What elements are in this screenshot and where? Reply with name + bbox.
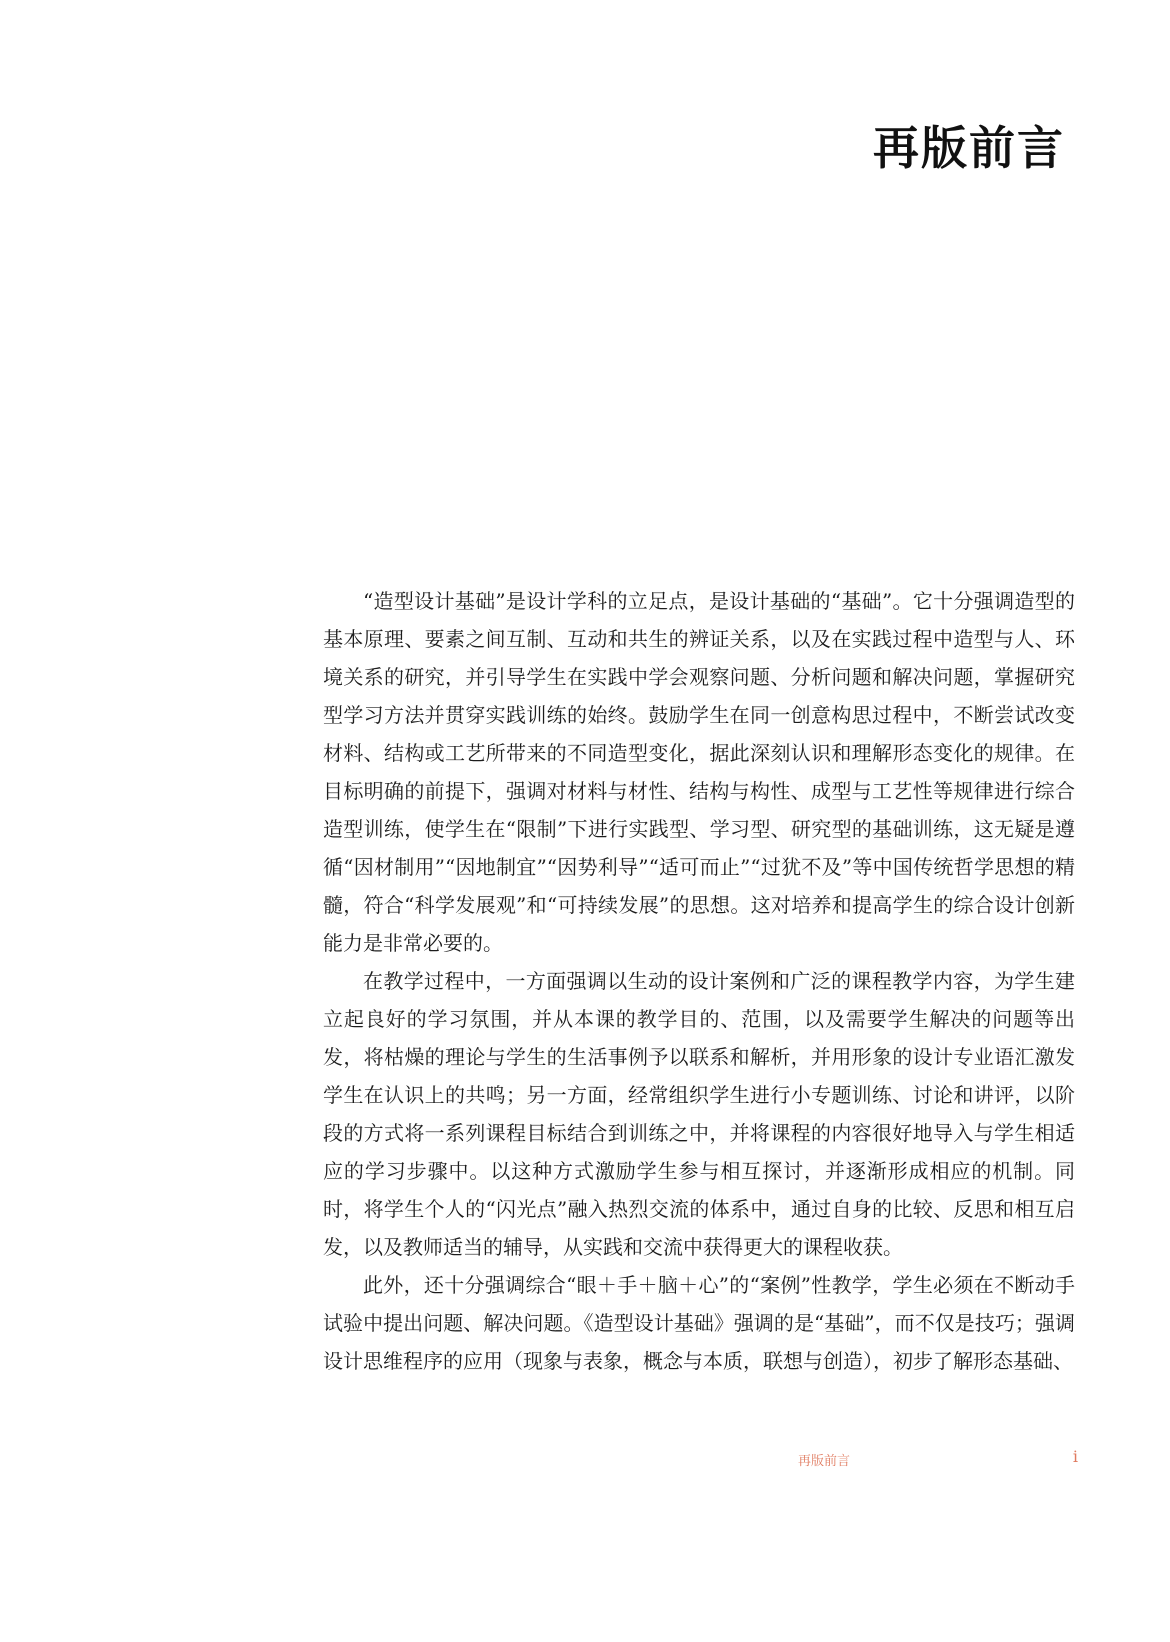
body-text bbox=[323, 582, 1075, 1380]
page-number: i bbox=[1072, 1447, 1078, 1466]
page-title: 再版前言 bbox=[873, 121, 1065, 175]
paragraph-2: 在教学过程中，一方面强调以生动的设计案例和广泛的课程教学内容，为学生建立起良好的学习氛围，并从本课的教学目的、范围，以及需要学生解决的问题等出发，将枯燥的理论与学生的生活事例予以联系和解析，并用形象的设计专业语汇激发学生在认识上的共鸣；另一方面，经常组织学生进行小专题训练、讨论和讲评，以阶段的方式将一系列课程目标结合到训练之中，并将课程的内容很好地导入与学生相适应的学习步骤中。以这种方式激励学生参与相互探讨，并逐渐形成相应的机制。同时，将学生个人的“闪光点”融入热烈交流的体系中，通过自身的比较、反思和相互启发，以及教师适当的辅导，从实践和交流中获得更大的课程收获。 bbox=[323, 969, 1075, 1259]
footer-running-title: 再版前言 bbox=[798, 1454, 851, 1469]
paragraph-3: 此外，还十分强调综合“眼＋手＋脑＋心”的“案例”性教学，学生必须在不断动手试验中提出问题、解决问题。《造型设计基础》强调的是“基础”，而不仅是技巧；强调设计思维程序的应用（现象与表象，概念与本质，联想与创造），初步了解形态基础、 bbox=[323, 1273, 1075, 1373]
paragraph-1: “造型设计基础”是设计学科的立足点，是设计基础的“基础”。它十分强调造型的基本原理、要素之间互制、互动和共生的辨证关系，以及在实践过程中造型与人、环境关系的研究，并引导学生在实践中学会观察问题、分析问题和解决问题，掌握研究型学习方法并贯穿实践训练的始终。鼓励学生在同一创意构思过程中，不断尝试改变材料、结构或工艺所带来的不同造型变化，据此深刻认识和理解形态变化的规律。在目标明确的前提下，强调对材料与材性、结构与构性、成型与工艺性等规律进行综合造型训练，使学生在“限制”下进行实践型、学习型、研究型的基础训练，这无疑是遵循“因材制用”“因地制宜”“因势利导”“适可而止”“过犹不及”等中国传统哲学思想的精髓，符合“科学发展观”和“可持续发展”的思想。这对培养和提高学生的综合设计创新能力是非常必要的。 bbox=[323, 589, 1075, 955]
